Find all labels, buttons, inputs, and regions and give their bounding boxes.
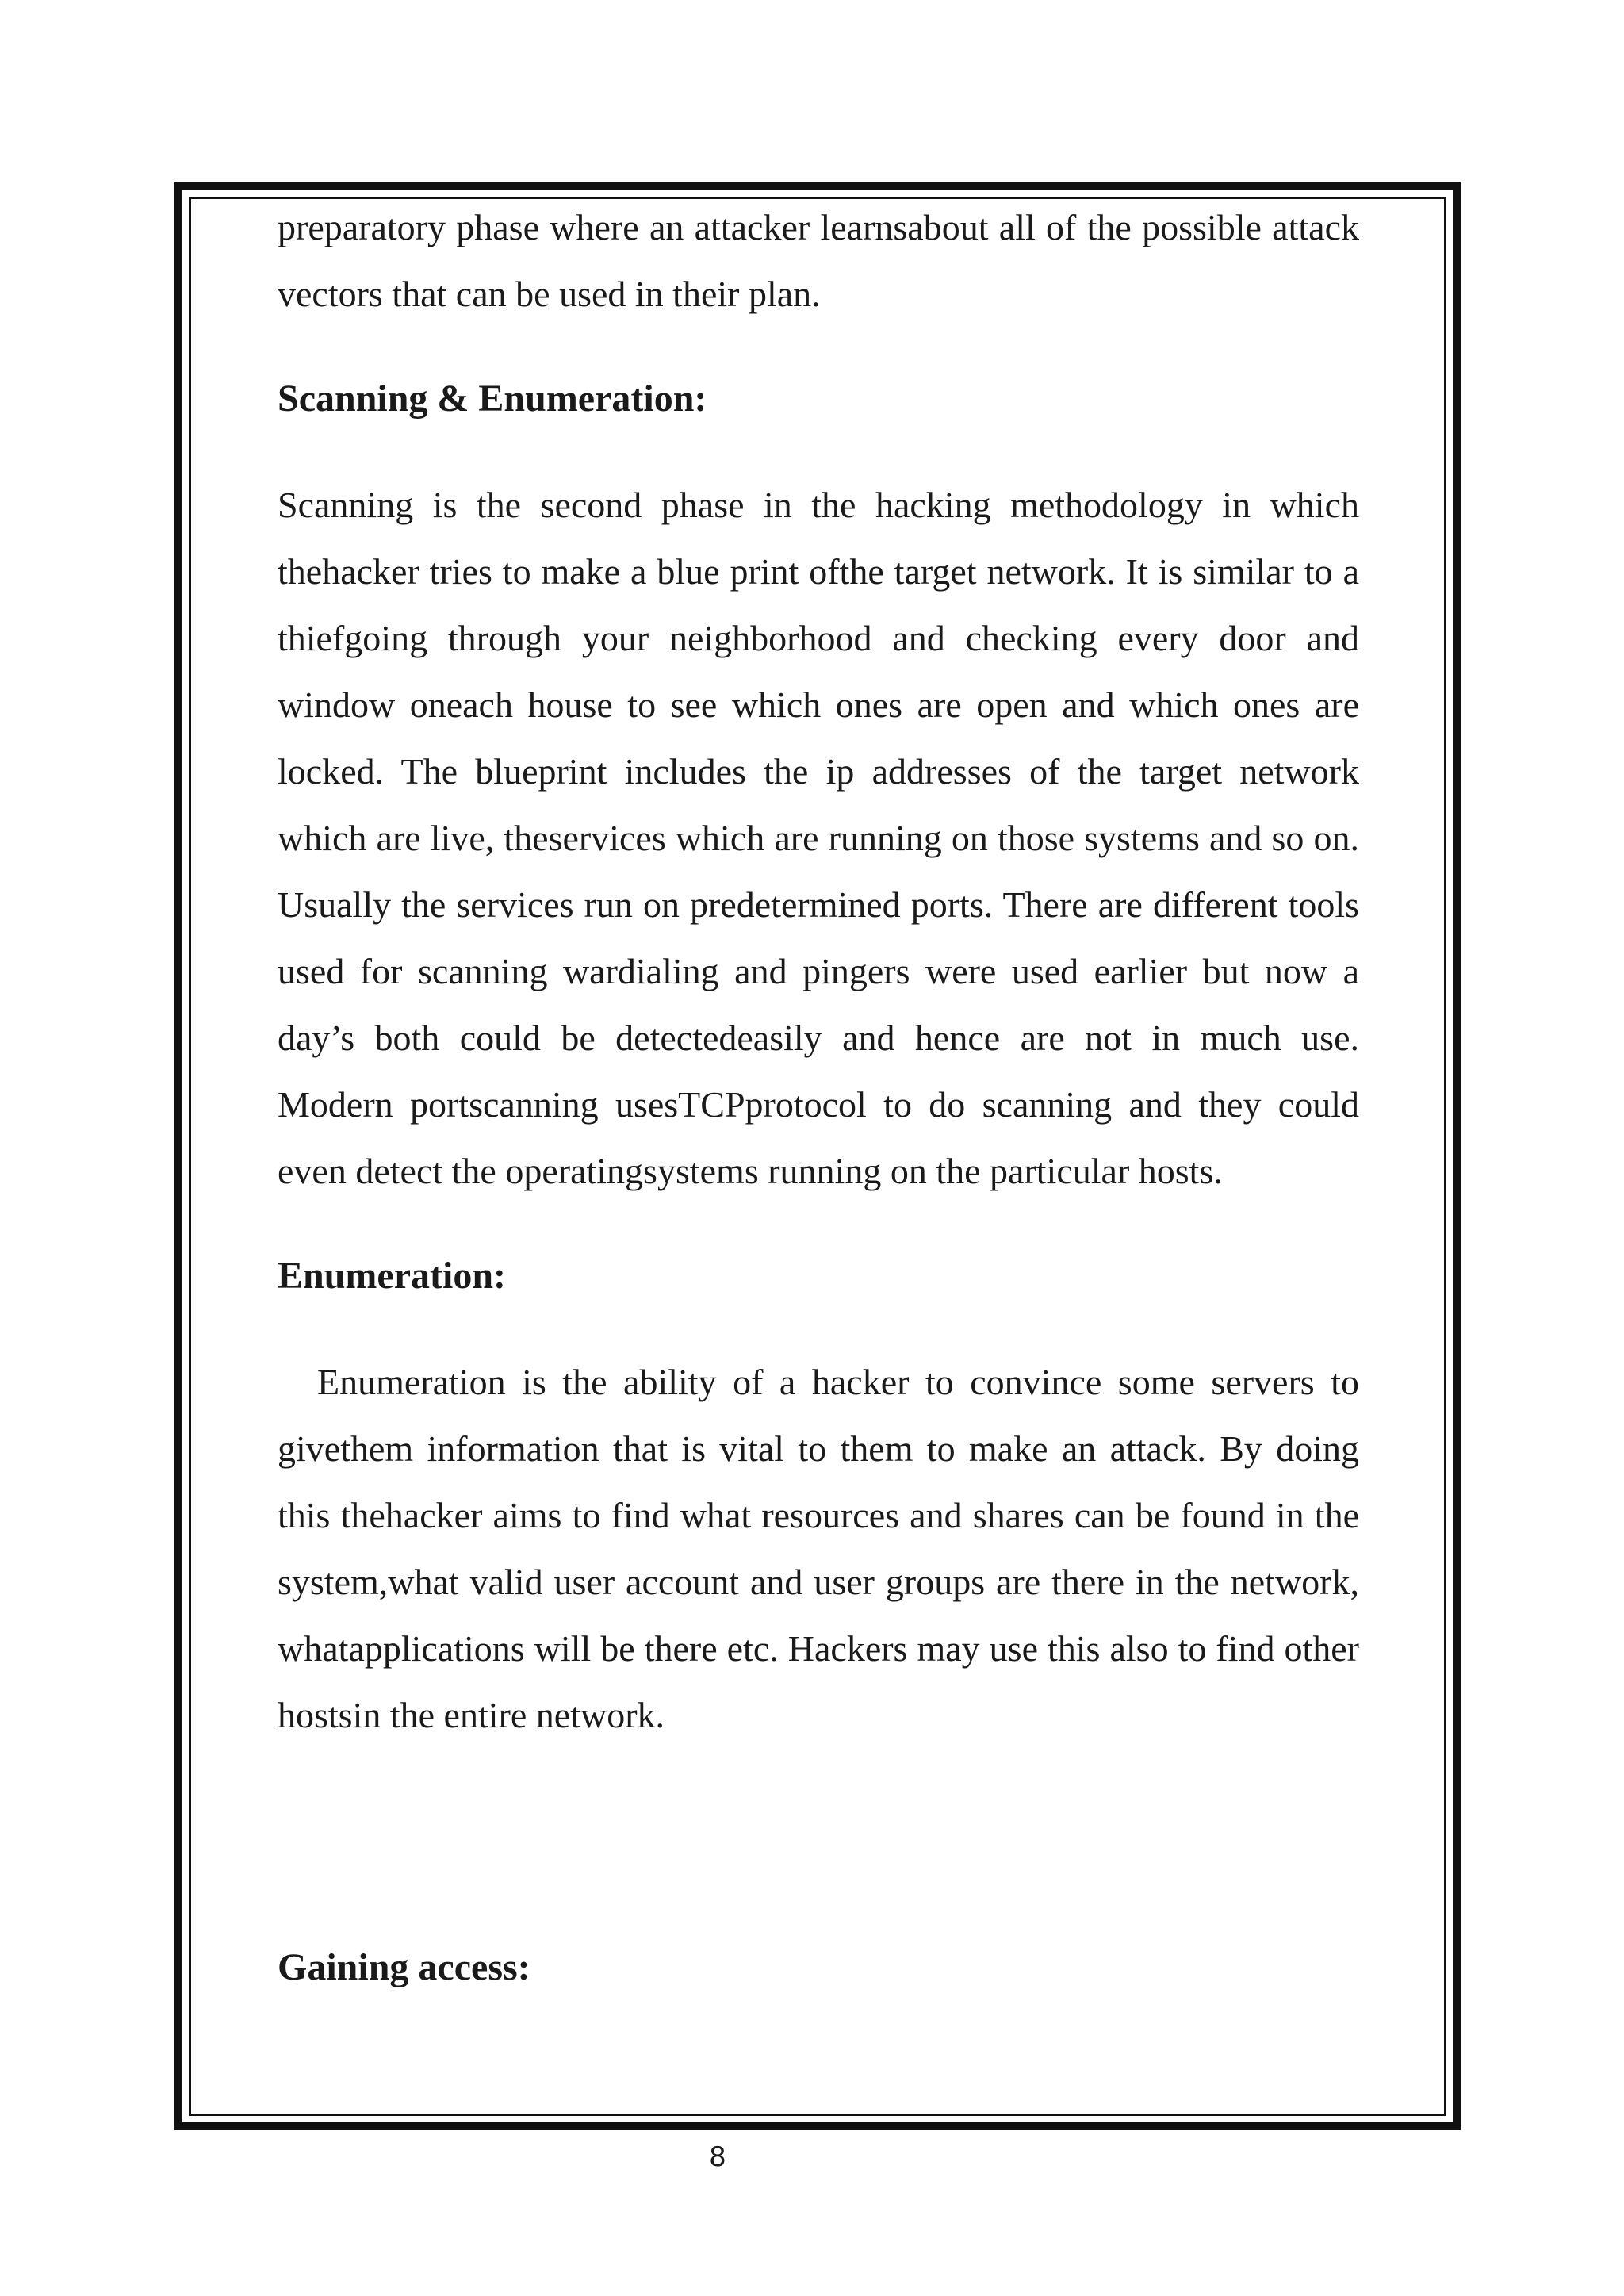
heading-enumeration: Enumeration: bbox=[278, 1255, 506, 1297]
heading-scanning-enumeration: Scanning & Enumeration: bbox=[278, 378, 707, 420]
intro-paragraph: preparatory phase where an attacker learnsabout all of the possible attack vectors that can be used in their plan. bbox=[278, 207, 1359, 314]
heading-gaining-access: Gaining access: bbox=[278, 1946, 530, 1988]
page-content bbox=[278, 194, 1359, 2001]
page-number: 8 bbox=[709, 2141, 726, 2173]
enumeration-paragraph: Enumeration is the ability of a hacker to convince some servers to givethem information that is vital to them to make an attack. By doing this thehacker aims to find what resources and shares can be found in the system,what valid user account and user groups are there in the network, whatapplications will be there etc. Hackers may use this also to find other hostsin the entire network. bbox=[278, 1362, 1359, 1735]
scanning-paragraph: Scanning is the second phase in the hacking methodology in which thehacker tries to make a blue print ofthe target network. It is similar to a thiefgoing through your neighborhood and checking every door and window oneach house to see which ones are open and which ones are locked. The blueprint includes the ip addresses of the target network which are live, theservices which are running on those systems and so on. Usually the services run on predetermined ports. There are different tools used for scanning wardialing and pingers were used earlier but now a day’s both could be detectedeasily and hence are not in much use. Modern portscanning usesTCPprotocol to do scanning and they could even detect the operatingsystems running on the particular hosts. bbox=[278, 485, 1359, 1191]
